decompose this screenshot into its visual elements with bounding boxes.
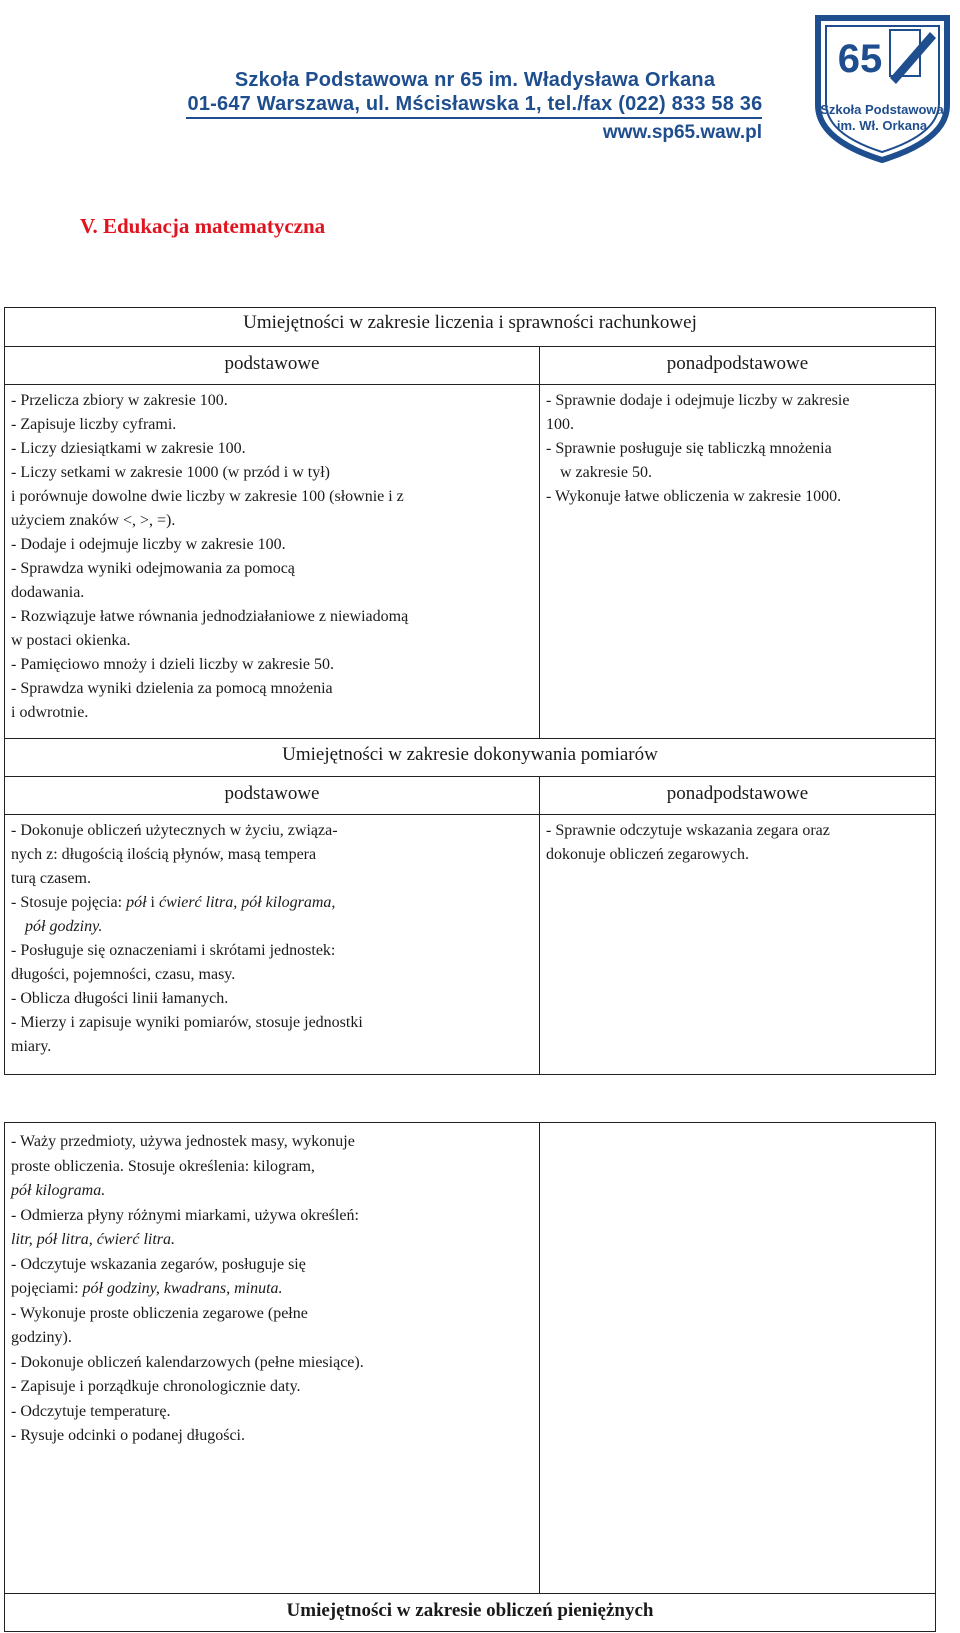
list-item: - Waży przedmioty, używa jednostek masy, wykonuje (11, 1133, 355, 1150)
col-advanced-1: ponadpodstawowe (540, 347, 936, 385)
caption-measurement: Umiejętności w zakresie dokonywania pomiarów (5, 739, 936, 777)
list-item: nych z: długością ilością płynów, masą tempera (11, 846, 317, 863)
header-divider (186, 117, 762, 119)
basic-counting-cell (5, 385, 540, 739)
advanced-measurement-cell (540, 815, 936, 1075)
list-item: - Wykonuje proste obliczenia zegarowe (pełne (11, 1304, 308, 1322)
list-item: - Stosuje pojęcia: pół i ćwierć litra, pół kilograma, (11, 894, 336, 911)
list-item: - Przelicza zbiory w zakresie 100. (11, 392, 228, 409)
list-item: - Pamięciowo mnoży i dzieli liczby w zakresie 50. (11, 656, 335, 673)
basic-measurement-cell (5, 815, 540, 1075)
list-item: litr, pół litra, ćwierć litra. (11, 1231, 176, 1248)
col-basic-2: podstawowe (5, 777, 540, 815)
basic-practical-cell (5, 1123, 540, 1594)
list-item: - Wykonuje łatwe obliczenia w zakresie 1000. (546, 488, 842, 505)
list-item: - Dokonuje obliczeń kalendarzowych (pełne miesiące). (11, 1353, 364, 1371)
advanced-counting-cell (540, 385, 936, 739)
list-item: - Posługuje się oznaczeniami i skrótami jednostek: (11, 942, 336, 959)
col-advanced-2: ponadpodstawowe (540, 777, 936, 815)
section-title: V. Edukacja matematyczna (80, 214, 326, 238)
list-item: - Oblicza długości linii łamanych. (11, 990, 229, 1007)
list-item: pół kilograma. (11, 1182, 106, 1199)
list-item: - Odczytuje wskazania zegarów, posługuje się (11, 1255, 306, 1273)
list-item: - Liczy dziesiątkami w zakresie 100. (11, 440, 246, 457)
logo-text-2: im. Wł. Orkana (836, 118, 928, 133)
list-item: dokonuje obliczeń zegarowych. (546, 846, 750, 863)
skills-table-continued (4, 1122, 936, 1632)
list-item: - Liczy setkami w zakresie 1000 (w przód i w tył) (11, 464, 331, 481)
caption-money: Umiejętności w zakresie obliczeń pieniężnych (5, 1594, 936, 1632)
list-item: - Odczytuje temperaturę. (11, 1402, 171, 1420)
list-item: i porównuje dowolne dwie liczby w zakresie 100 (słownie i z (11, 488, 404, 505)
list-item: - Sprawnie dodaje i odejmuje liczby w zakresie (546, 392, 850, 409)
list-item: długości, pojemności, czasu, masy. (11, 966, 236, 983)
list-item: i odwrotnie. (11, 704, 89, 721)
list-item: w postaci okienka. (11, 632, 131, 649)
list-item: - Odmierza płyny różnymi miarkami, używa określeń: (11, 1206, 359, 1224)
logo-text-1: Szkoła Podstawowa (820, 102, 944, 117)
list-item: - Dokonuje obliczeń użytecznych w życiu, związa- (11, 822, 338, 839)
list-item: - Sprawnie posługuje się tabliczką mnożenia (546, 440, 832, 457)
list-item: pojęciami: pół godziny, kwadrans, minuta. (11, 1280, 283, 1297)
list-item: turą czasem. (11, 870, 91, 887)
list-item: 100. (546, 416, 574, 433)
list-item: - Rysuje odcinki o podanej długości. (11, 1427, 245, 1444)
list-item: - Rozwiązuje łatwe równania jednodziałaniowe z niewiadomą (11, 608, 409, 625)
list-item: - Sprawdza wyniki odejmowania za pomocą (11, 560, 295, 577)
col-basic-1: podstawowe (5, 347, 540, 385)
skills-table (4, 307, 936, 1075)
list-item: proste obliczenia. Stosuje określenia: kilogram, (11, 1157, 315, 1175)
school-name: Szkoła Podstawowa nr 65 im. Władysława Orkana (234, 69, 716, 91)
advanced-practical-cell (540, 1123, 936, 1594)
list-item: użyciem znaków <, >, =). (11, 512, 176, 529)
list-item: w zakresie 50. (560, 464, 652, 481)
caption-counting: Umiejętności w zakresie liczenia i sprawności rachunkowej (5, 308, 936, 347)
list-item: - Sprawdza wyniki dzielenia za pomocą mnożenia (11, 680, 333, 697)
school-website: www.sp65.waw.pl (602, 122, 762, 143)
list-item: - Dodaje i odejmuje liczby w zakresie 100. (11, 536, 286, 553)
list-item: - Zapisuje i porządkuje chronologicznie daty. (11, 1378, 301, 1395)
list-item: dodawania. (11, 584, 85, 601)
list-item: godziny). (11, 1329, 72, 1346)
list-item: - Zapisuje liczby cyframi. (11, 416, 177, 433)
logo-number: 65 (837, 37, 883, 81)
list-item: - Mierzy i zapisuje wyniki pomiarów, stosuje jednostki (11, 1014, 363, 1031)
list-item: pół godziny. (25, 918, 103, 935)
school-address: 01-647 Warszawa, ul. Mścisławska 1, tel./fax (022) 833 58 36 (187, 93, 763, 115)
school-header (185, 68, 765, 116)
list-item: miary. (11, 1038, 52, 1055)
school-logo (810, 10, 955, 165)
list-item: - Sprawnie odczytuje wskazania zegara oraz (546, 822, 830, 839)
